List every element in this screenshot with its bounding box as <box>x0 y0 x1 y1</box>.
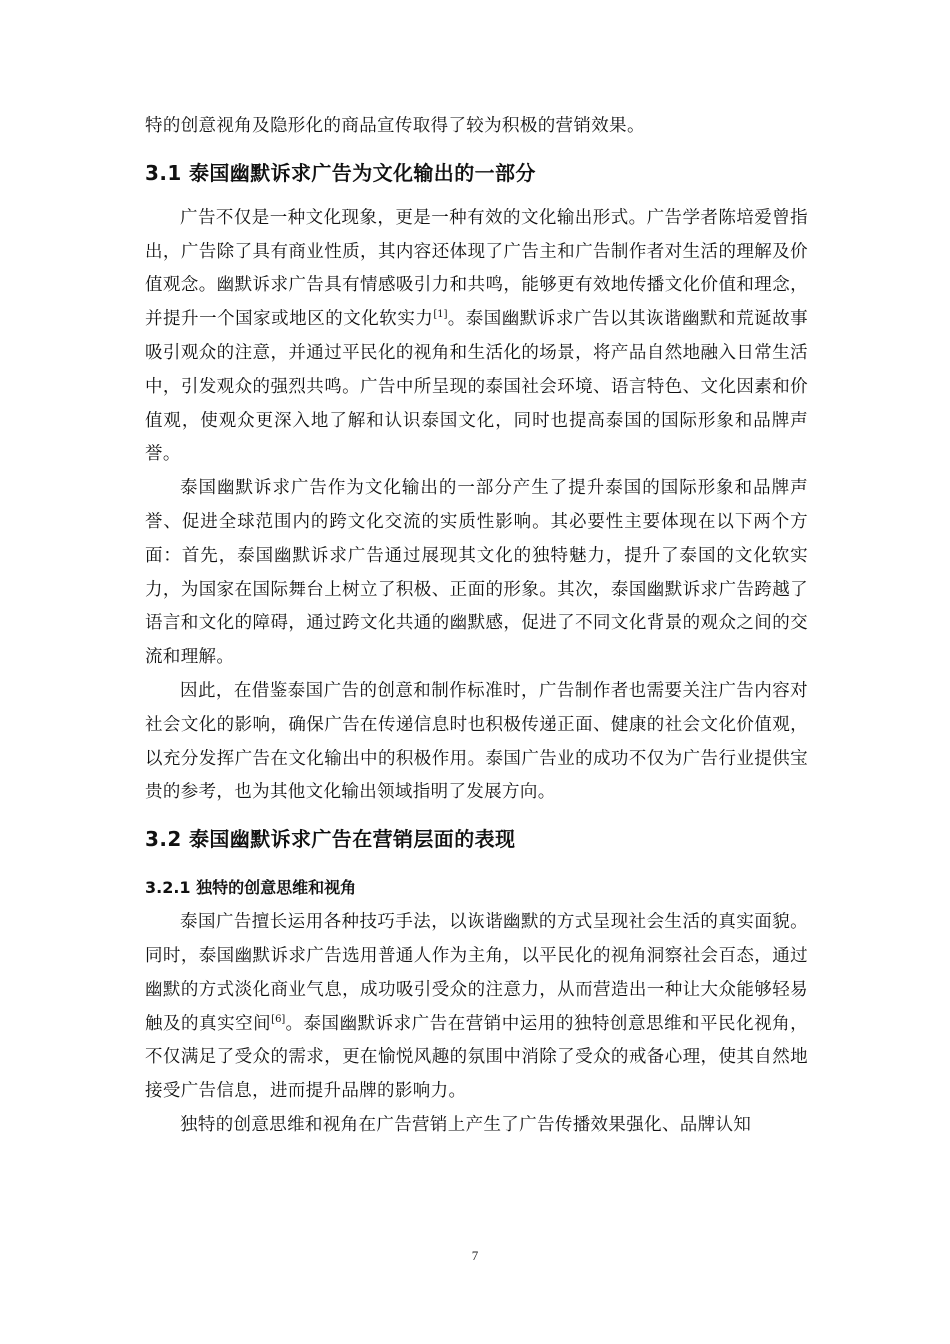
paragraph-text: 。泰国幽默诉求广告以其诙谐幽默和荒诞故事吸引观众的注意，并通过平民化的视角和生活化的场景，将产品自然地融入日常生活中，引发观众的强烈共鸣。广告中所呈现的泰国社会环境、语言特色、文化因素和价值观，使观众更深入地了解和认识泰国文化，同时也提高泰国的国际形象和品牌声誉。 <box>145 309 809 465</box>
paragraph-text: 。泰国幽默诉求广告在营销中运用的独特创意思维和平民化视角，不仅满足了受众的需求，更在愉悦风趣的氛围中消除了受众的戒备心理，使其自然地接受广告信息，进而提升品牌的影响力。 <box>145 1013 809 1102</box>
section-3-2-heading: 3.2 泰国幽默诉求广告在营销层面的表现 <box>145 827 516 852</box>
paragraph-text: 泰国广告擅长运用各种技巧手法，以诙谐幽默的方式呈现社会生活的真实面貌。同时，泰国幽默诉求广告选用普通人作为主角，以平民化的视角洞察社会百态，通过幽默的方式淡化商业气息，成功吸引受众的注意力，从而营造出一种让大众能够轻易触及的真实空间 <box>145 912 808 1034</box>
section-3-1-paragraph-1 <box>145 202 808 472</box>
section-3-2-1-heading: 3.2.1 独特的创意思维和视角 <box>145 878 357 898</box>
intro-tail-paragraph: 特的创意视角及隐形化的商品宣传取得了较为积极的营销效果。 <box>145 116 645 136</box>
page-number: 7 <box>471 1248 479 1263</box>
paragraph-text: 广告不仅是一种文化现象，更是一种有效的文化输出形式。广告学者陈培爱曾指出，广告除了具有商业性质，其内容还体现了广告主和广告制作者对生活的理解及价值观念。幽默诉求广告具有情感吸引力和共鸣，能够更有效地传播文化价值和理念，并提升一个国家或地区的文化软实力 <box>145 207 808 330</box>
section-3-1-heading: 3.1 泰国幽默诉求广告为文化输出的一部分 <box>145 160 536 185</box>
page-body <box>145 110 808 1143</box>
citation-1[interactable]: [1] <box>433 309 448 321</box>
section-3-2-1-paragraph-2: 独特的创意思维和视角在广告营销上产生了广告传播效果强化、品牌认知 <box>180 1114 752 1135</box>
section-3-2-1-paragraph-1 <box>145 906 808 1109</box>
section-3-1-paragraph-3: 因此，在借鉴泰国广告的创意和制作标准时，广告制作者也需要关注广告内容对社会文化的影响，确保广告在传递信息时也积极传递正面、健康的社会文化价值观，以充分发挥广告在文化输出中的积极作用。泰国广告业的成功不仅为广告行业提供宝贵的参考，也为其他文化输出领域指明了发展方向。 <box>145 680 808 803</box>
section-3-1-paragraph-2: 泰国幽默诉求广告作为文化输出的一部分产生了提升泰国的国际形象和品牌声誉、促进全球范围内的跨文化交流的实质性影响。其必要性主要体现在以下两个方面：首先，泰国幽默诉求广告通过展现其文化的独特魅力，提升了泰国的文化软实力，为国家在国际舞台上树立了积极、正面的形象。其次，泰国幽默诉求广告跨越了语言和文化的障碍，通过跨文化共通的幽默感，促进了不同文化背景的观众之间的交流和理解。 <box>145 478 808 668</box>
citation-6[interactable]: [6] <box>271 1013 286 1025</box>
